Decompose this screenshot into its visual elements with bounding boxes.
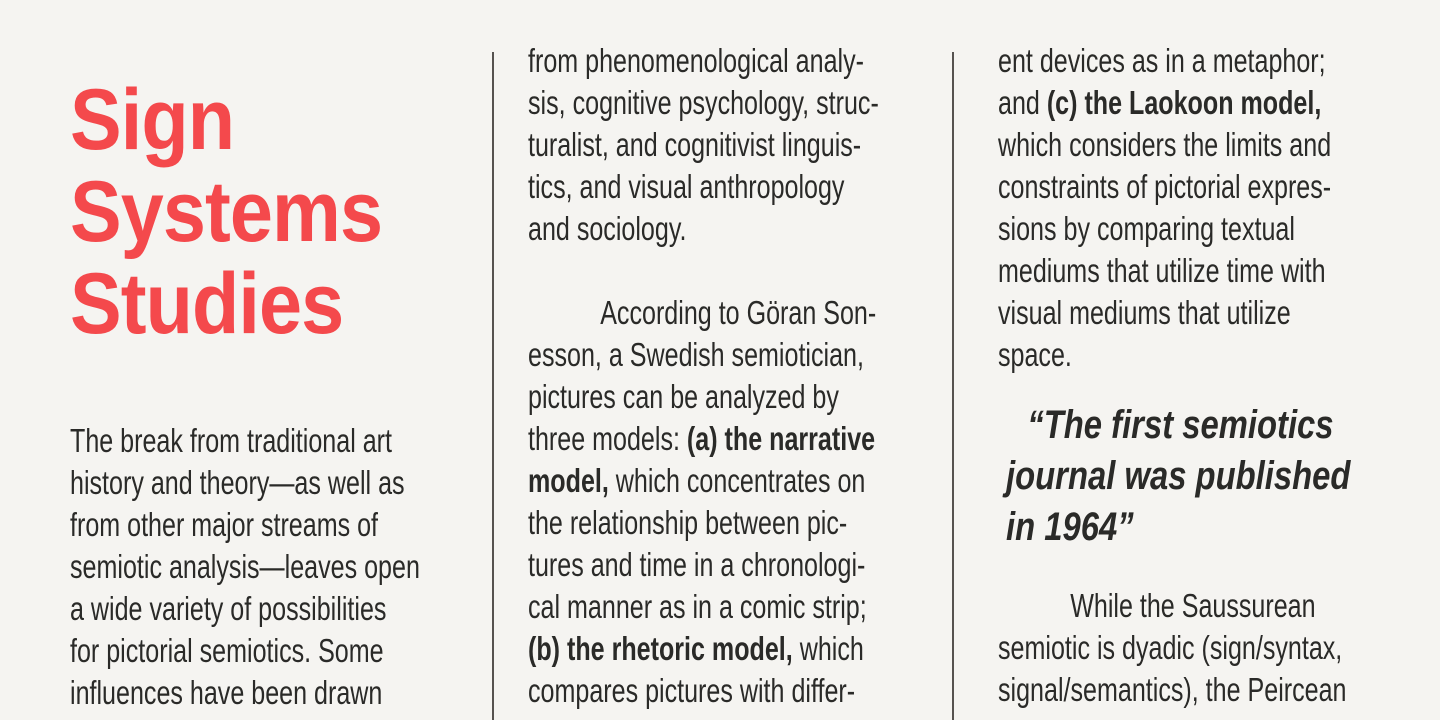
text-line: “The first semiotics <box>1027 403 1334 447</box>
text-line: from phenomenological analy- <box>528 42 864 79</box>
paragraph <box>70 420 490 714</box>
text-line: Systems <box>70 164 383 260</box>
text-line: in 1964” <box>1006 505 1134 549</box>
text-line: which considers the limits and <box>998 126 1332 163</box>
text-line: tics, and visual anthropology <box>528 168 845 205</box>
column-left <box>70 74 490 714</box>
bold-run: (c) the Laokoon model, <box>1046 84 1322 121</box>
text-line: the relationship between pic- <box>528 504 848 541</box>
text-line: ent devices as in a metaphor; <box>998 42 1326 79</box>
paragraph <box>528 292 952 712</box>
text-line: semiotic analysis—leaves open <box>70 548 420 585</box>
text-line: journal was published <box>1006 454 1351 498</box>
text-line: pictures can be analyzed by <box>528 378 839 415</box>
text-line: constraints of pictorial expres- <box>998 168 1332 205</box>
text-line: from other major streams of <box>70 506 379 543</box>
column-divider-right <box>952 52 954 720</box>
text-line: signal/semantics), the Peircean <box>998 671 1347 708</box>
text-line: compares pictures with differ- <box>528 672 856 709</box>
text-line: cal manner as in a comic strip; <box>528 588 867 625</box>
text-line: esson, a Swedish semiotician, <box>528 336 864 373</box>
bold-run: (b) the rhetoric model, <box>528 630 793 667</box>
text-line: turalist, and cognitivist linguis- <box>528 126 862 163</box>
text-line: mediums that utilize time with <box>998 252 1326 289</box>
text-line: Sign <box>70 72 235 168</box>
text-line: influences have been drawn <box>70 674 383 711</box>
text-line: sions by comparing textual <box>998 210 1295 247</box>
page-title <box>70 74 490 350</box>
column-right <box>998 40 1440 711</box>
paragraph <box>528 40 952 250</box>
text-line: According to Göran Son- <box>600 294 877 331</box>
text-line: model, which concentrates on <box>528 462 866 499</box>
bold-run: model, <box>528 462 609 499</box>
column-divider-left <box>492 52 494 720</box>
pull-quote <box>1006 400 1440 553</box>
text-line: and sociology. <box>528 210 687 247</box>
column-middle <box>528 40 952 712</box>
text-line: for pictorial semiotics. Some <box>70 632 384 669</box>
text-line: sis, cognitive psychology, struc- <box>528 84 879 121</box>
text-line: a wide variety of possibilities <box>70 590 387 627</box>
text-line: semiotic is dyadic (sign/syntax, <box>998 629 1343 666</box>
paragraph <box>998 585 1440 711</box>
text-line: history and theory—as well as <box>70 464 405 501</box>
text-line: space. <box>998 336 1072 373</box>
text-line: visual mediums that utilize <box>998 294 1291 331</box>
text-line: While the Saussurean <box>1070 587 1316 624</box>
text-line: (b) the rhetoric model, which <box>528 630 864 667</box>
text-line: The break from traditional art <box>70 422 393 459</box>
text-line: tures and time in a chronologi- <box>528 546 866 583</box>
text-line: Studies <box>70 256 344 352</box>
text-line: and (c) the Laokoon model, <box>998 84 1322 121</box>
bold-run: (a) the narrative <box>686 420 876 457</box>
paragraph <box>998 40 1440 376</box>
text-line: three models: (a) the narrative <box>528 420 876 457</box>
